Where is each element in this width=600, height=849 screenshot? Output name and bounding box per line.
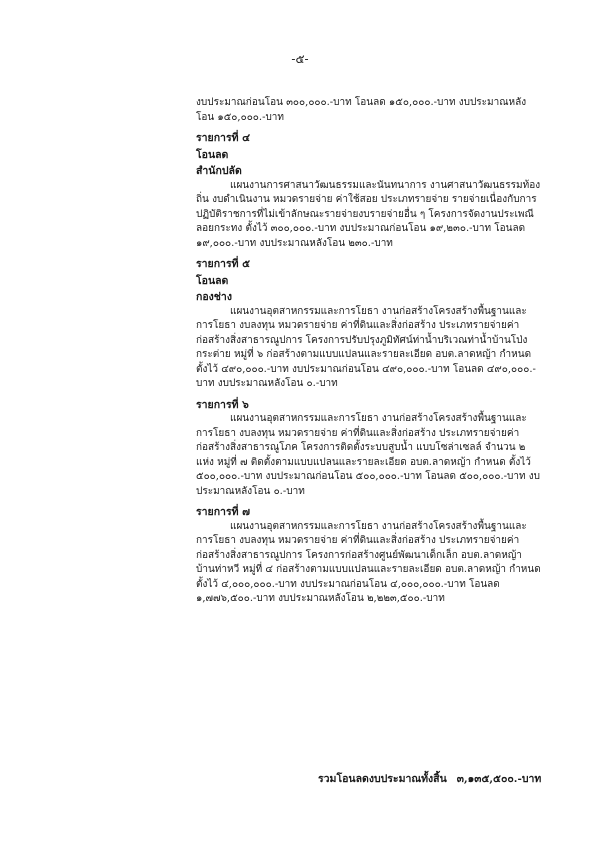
- total-amount: ๓,๑๓๕,๕๐๐.-บาท: [456, 773, 542, 785]
- item-text: แผนงานอุตสาหกรรมและการโยธา งานก่อสร้างโครงสร้างพื้นฐานและการโยธา งบลงทุน หมวดรายจ่าย ค่าที่ดินและสิ่งก่อสร้าง ประเภทรายจ่ายค่าก่อสร้างสิ่งสาธารณูปการ โครงการก่อสร้างศูนย์พัฒนาเด็กเล็ก อบต.ลาดหญ้า บ้านท่าหวี หมู่ที่ ๔ ก่อสร้างตามแบบแปลนและรายละเอียด อบต.ลาดหญ้า กำหนด ตั้งไว้ ๔,๐๐๐,๐๐๐.-บาท งบประมาณก่อนโอน ๔,๐๐๐,๐๐๐.-บาท โอนลด ๑,๗๗๖,๕๐๐.-บาท งบประมาณหลังโอน ๒,๒๒๓,๕๐๐.-บาท: [196, 520, 541, 604]
- item-office: กองช่าง: [196, 291, 232, 303]
- item-text: แผนงานอุตสาหกรรมและการโยธา งานก่อสร้างโครงสร้างพื้นฐานและการโยธา งบลงทุน หมวดรายจ่าย ค่าที่ดินและสิ่งก่อสร้าง ประเภทรายจ่ายค่าก่อสร้างสิ่งสาธารณูปการ โครงการปรับปรุงภูมิทัศน์ท่าน้ำบริเวณท่าน้ำบ้านโป่งกระต่าย หมู่ที่ ๖ ก่อสร้างตามแบบแปลนและรายละเอียด อบต.ลาดหญ้า กำหนดตั้งไว้ ๔๙๐,๐๐๐.-บาท งบประมาณก่อนโอน ๔๙๐,๐๐๐.-บาท โอนลด ๔๙๐,๐๐๐.-บาท งบประมาณหลังโอน ๐.-บาท: [196, 305, 536, 389]
- total-line: [318, 770, 548, 787]
- item-action: โอนลด: [196, 274, 229, 287]
- item-office: สำนักปลัด: [196, 165, 242, 177]
- item-heading: รายการที่ ๗: [196, 506, 251, 518]
- item-7: [196, 505, 541, 607]
- total-label: รวมโอนลดงบประมาณทั้งสิ้น: [318, 773, 447, 785]
- item-text: แผนงานการศาสนาวัฒนธรรมและนันทนาการ งานศาสนาวัฒนธรรมท้องถิ่น งบดำเนินงาน หมวดรายจ่าย ค่าใช้สอย ประเภทรายจ่าย รายจ่ายเนื่องกับการปฏิบัติราชการที่ไม่เข้าลักษณะรายจ่ายงบรายจ่ายอื่น ๆ โครงการจัดงานประเพณีลอยกระทง ตั้งไว้ ๓๐๐,๐๐๐.-บาท งบประมาณก่อนโอน ๑๙,๒๓๐.-บาท โอนลด ๑๙,๐๐๐.-บาท งบประมาณหลังโอน ๒๓๐.-บาท: [196, 179, 541, 249]
- item-6: [196, 398, 541, 500]
- document-body: [196, 96, 541, 607]
- item-4: [196, 131, 541, 251]
- item-text: แผนงานอุตสาหกรรมและการโยธา งานก่อสร้างโครงสร้างพื้นฐานและการโยธา งบลงทุน หมวดรายจ่าย ค่าที่ดินและสิ่งก่อสร้าง ประเภทรายจ่ายค่าก่อสร้างสิ่งสาธารณูโภค โครงการติดตั้งระบบสูบน้ำ แบบโซล่าเซลล์ จำนวน ๒ แห่ง หมู่ที่ ๗ ติดตั้งตามแบบแปลนและรายละเอียด อบต.ลาดหญ้า กำหนด ตั้งไว้ ๕๐๐,๐๐๐.-บาท งบประมาณก่อนโอน ๕๐๐,๐๐๐.-บาท โอนลด ๕๐๐,๐๐๐.-บาท งบประมาณหลังโอน ๐.-บาท: [196, 413, 541, 497]
- item-5: [196, 257, 541, 392]
- item-action: โอนลด: [196, 148, 229, 161]
- item-heading: รายการที่ ๖: [196, 398, 249, 411]
- page-number: -๕-: [291, 52, 309, 66]
- item-heading: รายการที่ ๔: [196, 132, 251, 144]
- intro-paragraph: งบประมาณก่อนโอน ๓๐๐,๐๐๐.-บาท โอนลด ๑๕๐,๐๐๐.-บาท งบประมาณหลังโอน ๑๕๐,๐๐๐.-บาท: [196, 97, 527, 123]
- item-heading: รายการที่ ๕: [196, 258, 251, 270]
